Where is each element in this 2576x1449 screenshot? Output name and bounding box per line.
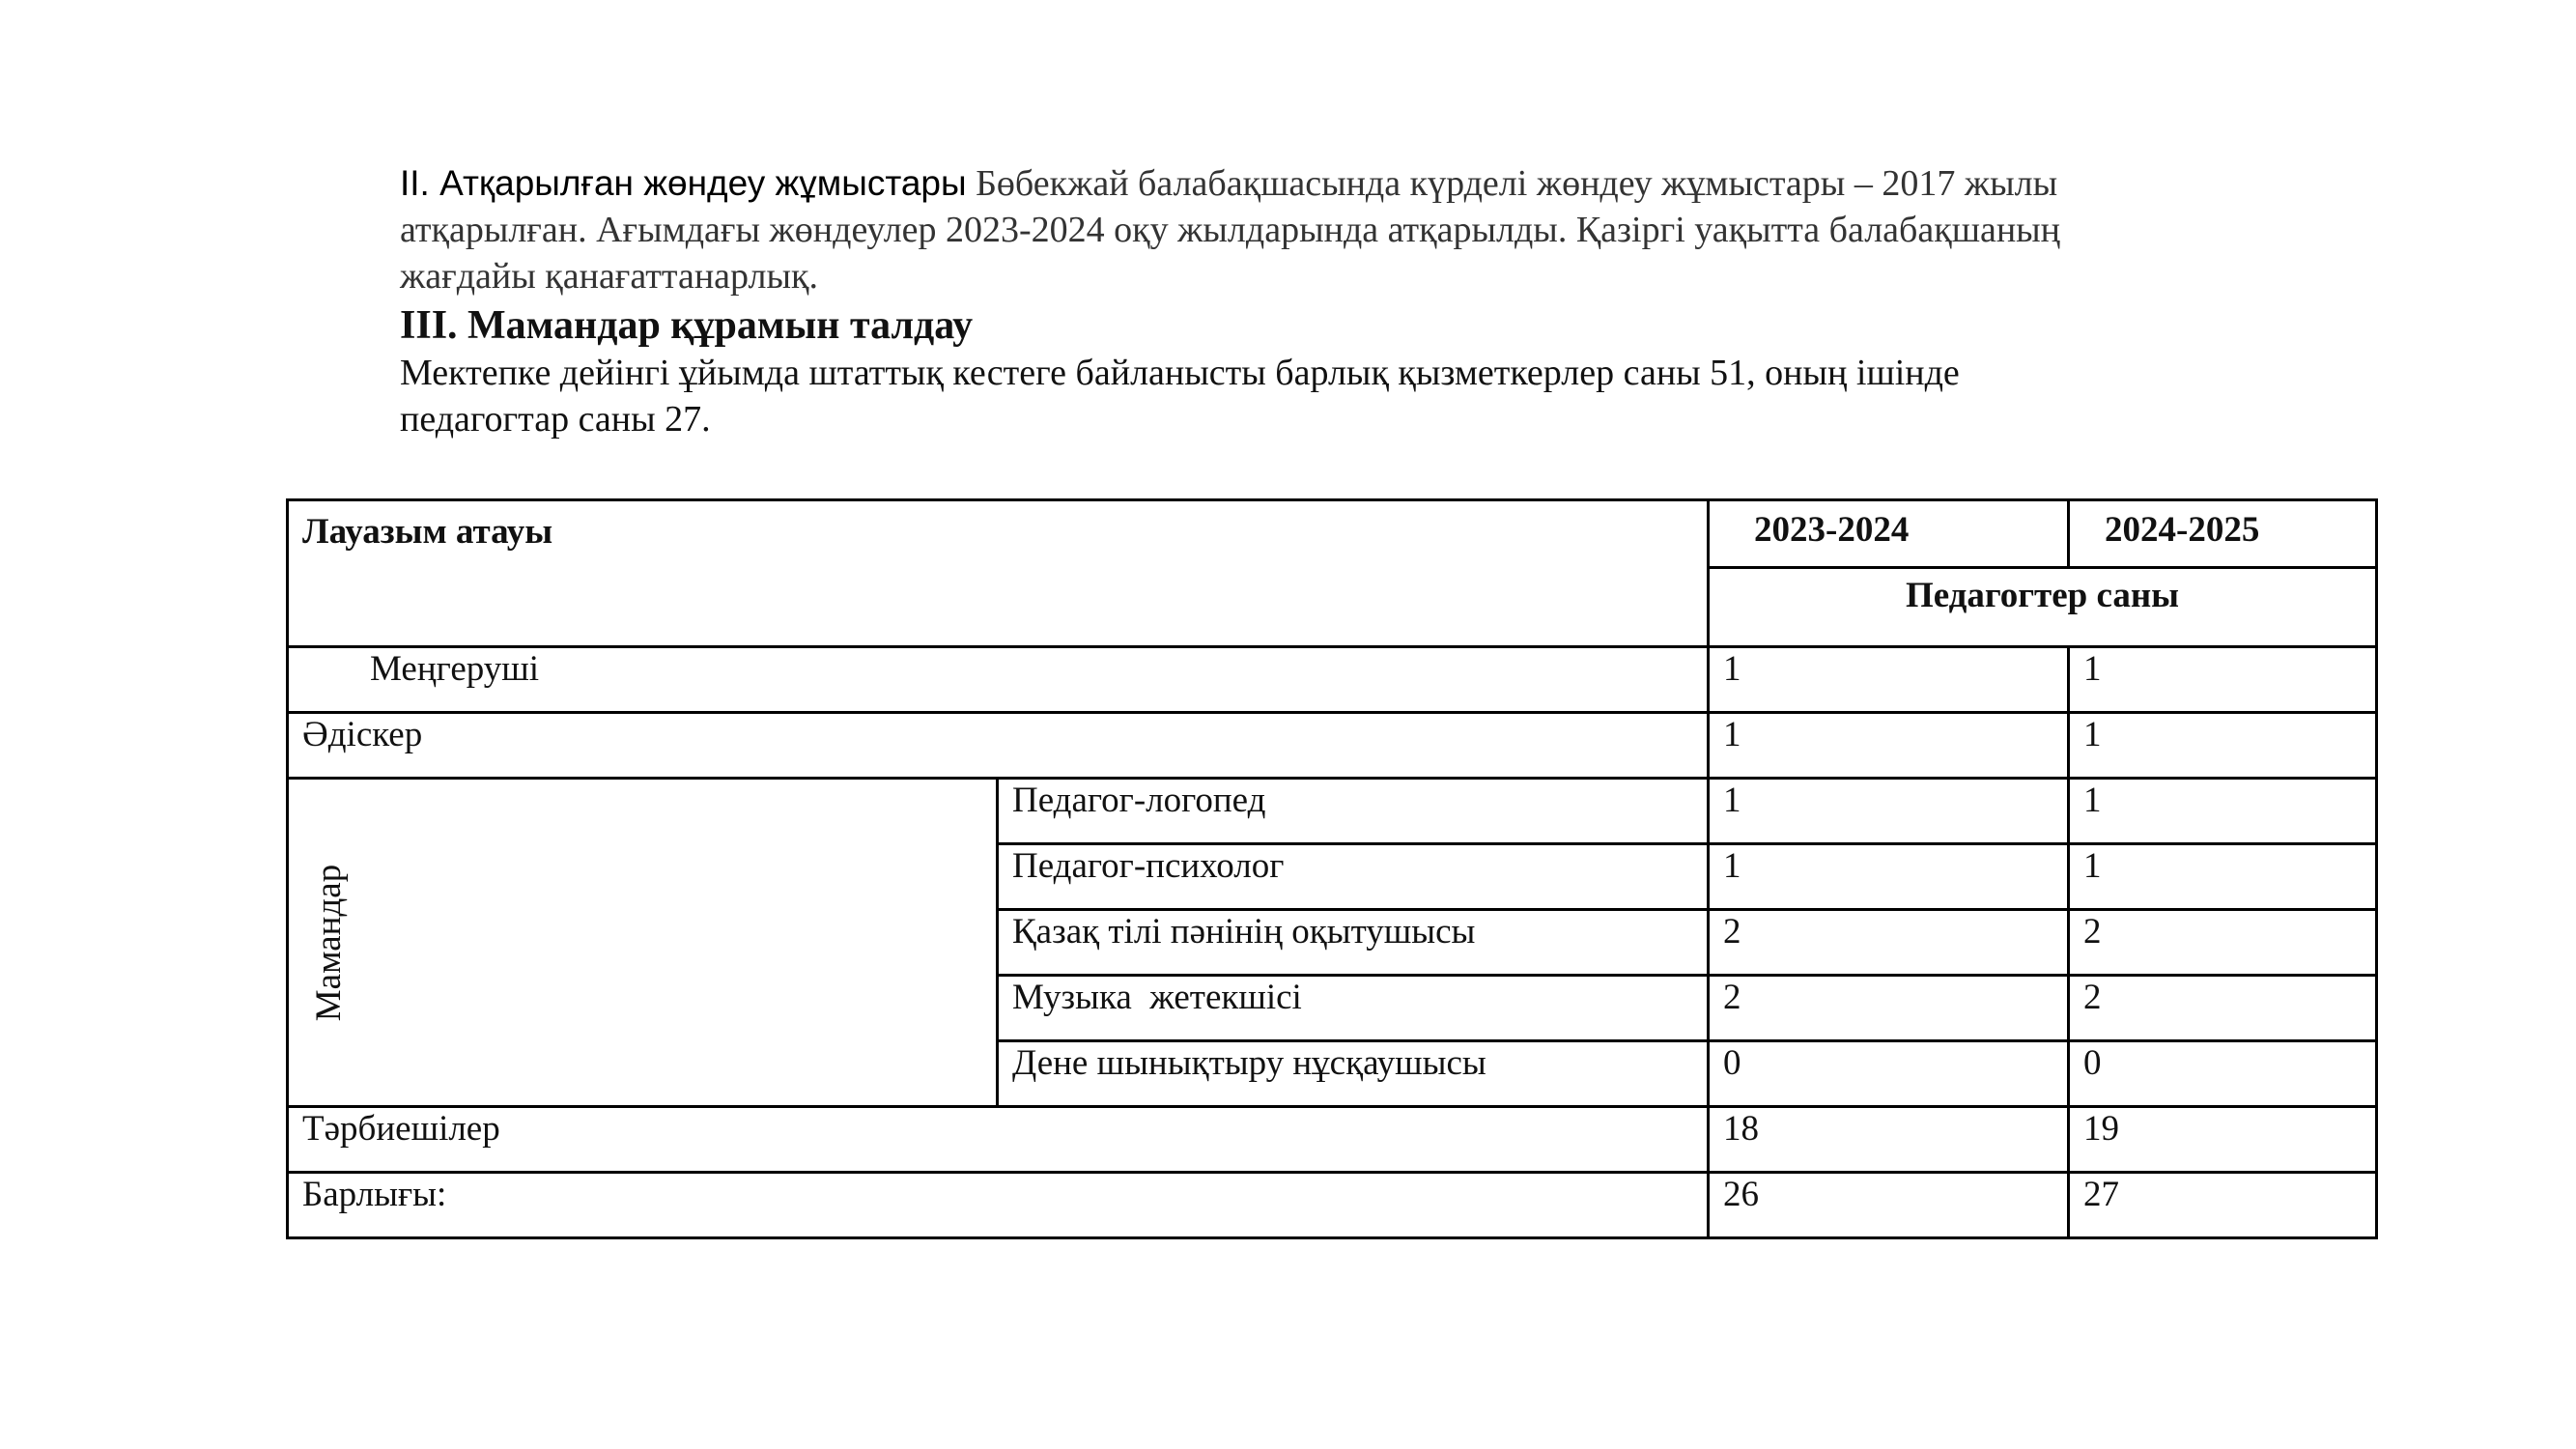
year-2024-header: 2024-2025 (2069, 500, 2377, 568)
row-value-2024: 19 (2069, 1107, 2377, 1173)
row-value-2023: 1 (1709, 844, 2069, 910)
row-value-2023: 2 (1709, 976, 2069, 1041)
row-label: Қазақ тілі пәнінің оқытушысы (998, 910, 1709, 976)
section-2-lead: II. Атқарылған жөндеу жұмыстары (400, 163, 967, 203)
section-2-text: Бөбекжай балабақшасында күрделі жөндеу жұмыстары – 2017 жылы атқарылған. Ағымдағы жөндеулер 2023-2024 оқу жылдарында атқарылды. Қазіргі уақытта балабақшаның жағдайы қанағаттанарлық. (400, 163, 2061, 297)
row-label: Меңгеруші (288, 647, 1709, 713)
total-label: Барлығы: (288, 1173, 1709, 1238)
row-value-2024: 1 (2069, 779, 2377, 844)
year-2023-header: 2023-2024 (1709, 500, 2069, 568)
document-body (400, 160, 2100, 442)
table-header-row (288, 500, 2377, 568)
position-header: Лауазым атауы (288, 500, 1709, 647)
row-label: Педагог-психолог (998, 844, 1709, 910)
teachers-count-header: Педагогтер саны (1709, 568, 2377, 647)
section-3-paragraph: Мектепке дейінгі ұйымда штаттық кестеге байланысты барлық қызметкерлер саны 51, оның ішінде педагогтар саны 27. (400, 353, 1960, 440)
row-label: Музыка жетекшісі (998, 976, 1709, 1041)
row-value-2023: 0 (1709, 1041, 2069, 1107)
row-value-2023: 18 (1709, 1107, 2069, 1173)
row-value-2023: 1 (1709, 713, 2069, 779)
row-label: Педагог-логопед (998, 779, 1709, 844)
staff-table (286, 498, 2378, 1239)
table-row (288, 713, 2377, 779)
row-value-2024: 1 (2069, 713, 2377, 779)
table-total-row (288, 1173, 2377, 1238)
section-2-paragraph (400, 160, 2100, 299)
row-value-2024: 0 (2069, 1041, 2377, 1107)
table-row (288, 1107, 2377, 1173)
row-label: Тәрбиешілер (288, 1107, 1709, 1173)
row-value-2024: 2 (2069, 910, 2377, 976)
table-row (288, 647, 2377, 713)
specialists-group-cell (288, 779, 998, 1107)
row-value-2024: 1 (2069, 647, 2377, 713)
total-value-2023: 26 (1709, 1173, 2069, 1238)
row-value-2024: 1 (2069, 844, 2377, 910)
row-value-2023: 2 (1709, 910, 2069, 976)
specialists-label: Мамандар (309, 864, 349, 1021)
total-value-2024: 27 (2069, 1173, 2377, 1238)
section-3-heading: III. Мамандар құрамын талдау (400, 303, 974, 348)
row-label: Әдіскер (288, 713, 1709, 779)
row-value-2023: 1 (1709, 647, 2069, 713)
table-row (288, 779, 2377, 844)
row-value-2024: 2 (2069, 976, 2377, 1041)
row-value-2023: 1 (1709, 779, 2069, 844)
row-label: Дене шынықтыру нұсқаушысы (998, 1041, 1709, 1107)
